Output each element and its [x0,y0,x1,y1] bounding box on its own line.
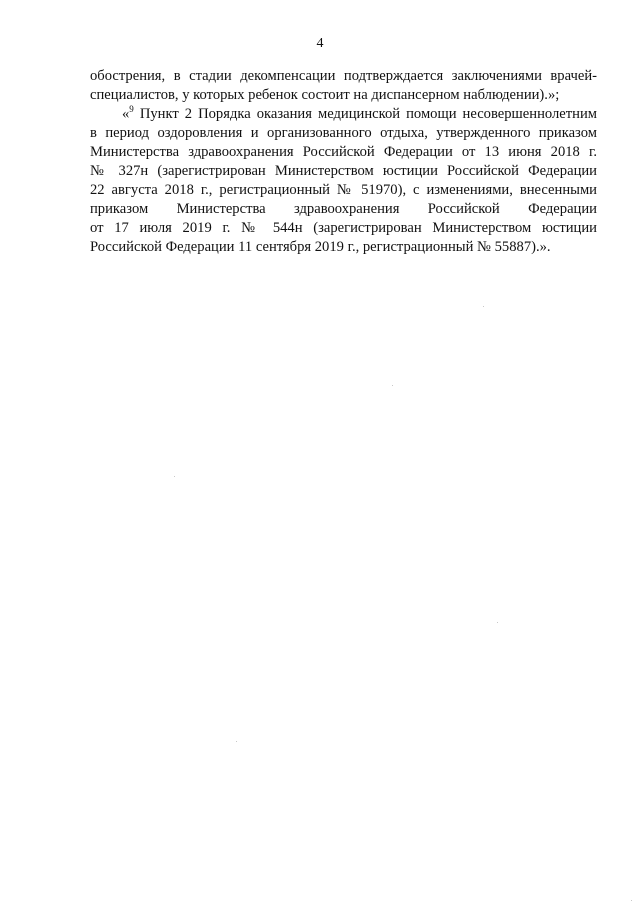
footnote-mark: 9 [129,104,134,115]
footnote-line: в период оздоровления и организованного отдыха, утвержденного приказом [90,125,597,141]
scan-speck [631,900,632,901]
footnote-text: Пункт 2 Порядка оказания медицинской помощи несовершеннолетним [133,106,597,122]
footnote-line: Российской Федерации 11 сентября 2019 г., регистрационный № 55887).». [90,239,551,255]
paragraph-line: специалистов, у которых ребенок состоит на диспансерном наблюдении).»; [90,87,560,103]
footnote-line: приказом Министерства здравоохранения Российской Федерации [90,201,597,217]
scan-speck [236,741,237,742]
scan-speck [497,622,498,623]
scan-speck [174,476,175,477]
opening-quote: « [122,106,130,122]
footnote-line: 22 августа 2018 г., регистрационный № 51970), с изменениями, внесенными [90,182,597,198]
footnote-line: Министерства здравоохранения Российской Федерации от 13 июня 2018 г. [90,144,597,160]
footnote-line: № 327н (зарегистрирован Министерством юстиции Российской Федерации [90,163,597,179]
footnote-line: от 17 июля 2019 г. № 544н (зарегистрирован Министерством юстиции [90,220,597,236]
scan-speck [483,306,484,307]
scan-speck [392,385,393,386]
page-number: 4 [316,36,324,51]
paragraph-line: обострения, в стадии декомпенсации подтверждается заключениями врачей- [90,68,597,84]
footnote-line [122,105,597,124]
